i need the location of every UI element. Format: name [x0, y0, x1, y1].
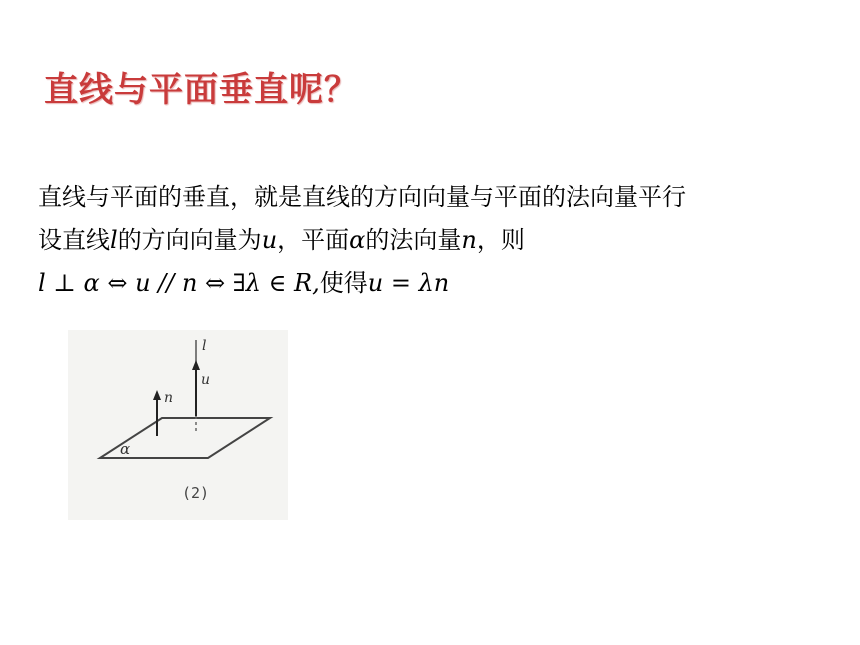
body-text — [38, 176, 686, 305]
slide-title: 直线与平面垂直呢？ — [44, 70, 359, 110]
label-n: n — [164, 390, 174, 406]
setup-prefix: 设直线 — [38, 226, 110, 254]
var-u: u — [261, 226, 278, 254]
var-alpha: α — [349, 226, 366, 254]
label-u: u — [201, 372, 211, 388]
var-l: l — [110, 226, 118, 254]
figure-caption: (2) — [182, 484, 210, 502]
formula-line — [38, 262, 686, 305]
vector-u-arrowhead — [192, 360, 200, 370]
setup-mid3: 的法向量 — [365, 226, 462, 254]
setup-mid1: 的方向向量为 — [117, 226, 262, 254]
setup-mid2: ，平面 — [277, 226, 350, 254]
perpendicular-figure — [68, 330, 288, 520]
setup-line — [38, 219, 686, 262]
vector-n-arrowhead — [153, 390, 161, 400]
setup-suffix: ，则 — [476, 226, 525, 254]
formula: l ⊥ α ⇔ u // n ⇔ ∃λ ∈ R, — [38, 269, 320, 297]
label-alpha: α — [120, 440, 131, 458]
formula-equation: u = λn — [367, 269, 450, 297]
formula-text: 使得 — [319, 269, 368, 297]
definition-line: 直线与平面的垂直，就是直线的方向向量与平面的法向量平行 — [38, 183, 686, 211]
var-n: n — [461, 226, 477, 254]
figure-svg — [68, 330, 288, 520]
label-l: l — [202, 338, 207, 354]
